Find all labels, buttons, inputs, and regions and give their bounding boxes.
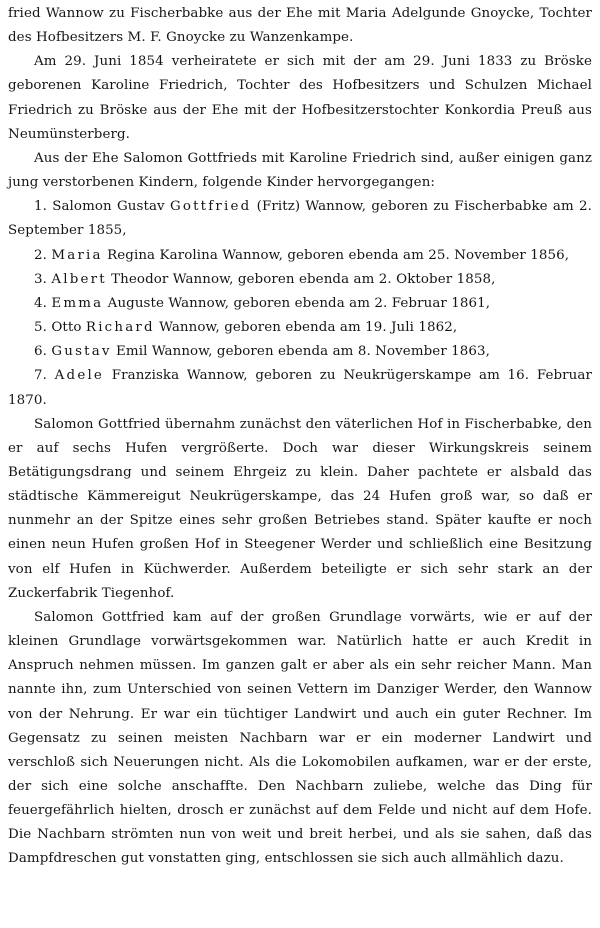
paragraph-character [8,606,592,872]
text-run: Wannow, geboren ebenda am 19. Juli 1862, [154,320,458,336]
spaced-name: Gustav [51,344,112,360]
spaced-name: Richard [85,320,155,336]
list-item-child-3 [8,268,592,292]
text-run: fried Wannow zu Fischerbabke aus der Ehe mit Maria Adelgunde Gnoycke, Tochter des Hofbesitzers M. F. Gnoycke zu Wanzenkampe. [8,6,592,46]
text-run: Franziska Wannow, geboren zu Neukrügerskampe am 16. Februar 1870. [8,368,592,408]
text-run: Aus der Ehe Salomon Gottfrieds mit Karoline Friedrich sind, außer einigen ganz jung verstorbenen Kindern, folgende Kinder hervorgegangen: [8,150,592,191]
text-run: 7. [34,368,55,384]
list-item-child-1 [8,195,592,243]
text-run: 5. Otto [34,320,86,336]
text-run: 1. Salomon Gustav [34,199,170,215]
text-run: 4. [34,295,52,311]
text-run: Am 29. Juni 1854 verheiratete er sich mit der am 29. Juni 1833 zu Bröske geborenen Karoline Friedrich, Tochter des Hofbesitzers und Schulzen Michael Friedrich zu Bröske aus der Ehe mit der Hofbesitzerstochter Konkordia Preuß aus Neumünsterberg. [8,54,592,142]
list-item-child-4 [8,292,592,316]
spaced-name: Adele [54,368,105,384]
text-run: Salomon Gottfried kam auf der großen Grundlage vorwärts, wie er auf der kleinen Grundlage vorwärtsgekommen war. Natürlich hatte er auch Kredit in Anspruch nehmen müssen. Im ganzen galt er aber als ein sehr reicher Mann. Man nannte ihn, zum Unterschied von seinen Vettern im Danziger Werder, den Wannow von der Nehrung. Er war ein tüchtiger Landwirt und auch ein guter Rechner. Im Gegensatz zu seinen meisten Nachbarn war er ein moderner Landwirt und verschloß sich Neuerungen nicht. Als die Lokomobilen aufkamen, war er der erste, der sich eine solche anschaffte. Den Nachbarn zuliebe, welche das Ding für feuergefährlich hielten, drosch er zunächst auf dem Felde und nicht auf dem Hofe. Die Nachbarn strömten nun von weit und breit herbei, und als sie sahen, daß das Dampfdreschen gut vonstatten ging, entschlossen sie sich auch allmählich dazu. [8,609,592,867]
list-item-child-2 [8,244,592,268]
text-run: 6. [34,344,52,360]
text-run: (Fritz) Wannow, geboren zu Fischerbabke am 2. September 1855, [8,199,592,239]
spaced-name: Emma [51,295,104,311]
text-run: Theodor Wannow, geboren ebenda am 2. Oktober 1858, [106,271,496,287]
text-run: 3. [34,271,52,287]
list-item-child-6 [8,340,592,364]
list-item-child-5 [8,316,592,340]
paragraph-farm [8,413,592,606]
spaced-name: Maria [51,247,103,263]
paragraph-children-intro [8,147,592,195]
paragraph-marriage [8,50,592,147]
text-run: Salomon Gottfried übernahm zunächst den väterlichen Hof in Fischerbabke, den er auf sechs Hufen vergrößerte. Doch war dieser Wirkungskreis seinem Betätigungsdrang und seinem Ehrgeiz zu klein. Daher pachtete er alsbald das städtische Kämmereigut Neukrügerskampe, das 24 Hufen groß war, so daß er nunmehr an der Spitze eines sehr großen Betriebes stand. Später kaufte er noch einen neun Hufen großen Hof in Steegener Werder und schließlich eine Besitzung von elf Hufen in Küchwerder. Außerdem beteiligte er sich sehr stark an der Zuckerfabrik Tiegenhof. [8,416,592,601]
spaced-name: Gottfried [169,199,252,215]
list-item-child-7 [8,364,592,412]
text-run: Regina Karolina Wannow, geboren ebenda am 25. November 1856, [102,247,570,263]
text-run: Emil Wannow, geboren ebenda am 8. November 1863, [111,344,491,360]
paragraph-intro-continuation [8,2,592,50]
text-run: Auguste Wannow, geboren ebenda am 2. Februar 1861, [103,295,491,311]
text-run: 2. [34,247,52,263]
spaced-name: Albert [51,271,107,287]
